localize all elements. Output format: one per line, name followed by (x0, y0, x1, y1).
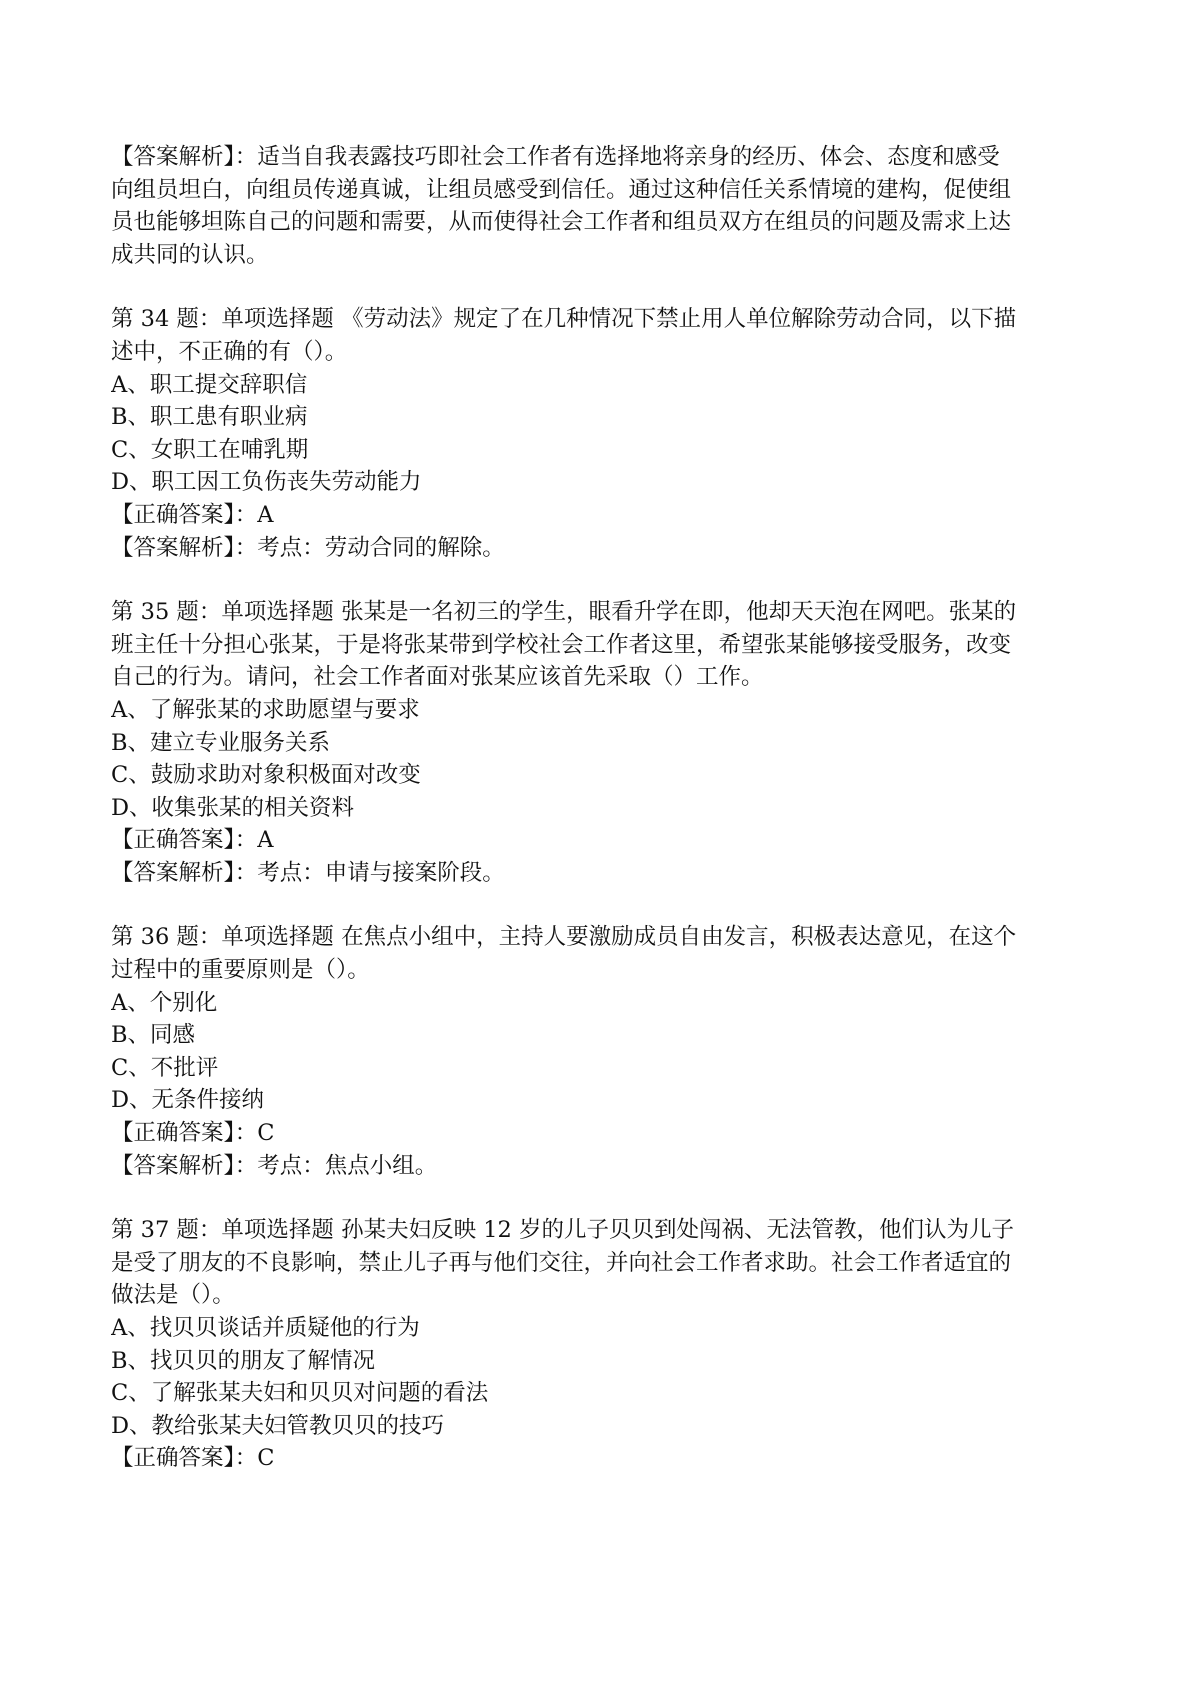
option-b: B、建立专业服务关系 (111, 729, 331, 756)
analysis-line: 成共同的认识。 (111, 241, 269, 268)
question-stem-line: 是受了朋友的不良影响，禁止儿子再与他们交往，并向社会工作者求助。社会工作者适宜的 (111, 1249, 1012, 1276)
option-b: B、同感 (111, 1022, 196, 1049)
option-b: B、找贝贝的朋友了解情况 (111, 1347, 376, 1374)
answer-analysis: 【答案解析】：考点：焦点小组。 (111, 1152, 438, 1179)
question-stem-line: 第 37 题：单项选择题 孙某夫妇反映 12 岁的儿子贝贝到处闯祸、无法管教，他们认为儿子 (111, 1217, 1015, 1244)
option-d: D、无条件接纳 (111, 1087, 265, 1114)
question-stem-line: 第 34 题：单项选择题 《劳动法》规定了在几种情况下禁止用人单位解除劳动合同，以下描 (111, 306, 1017, 333)
question-stem-line: 述中，不正确的有（）。 (111, 338, 348, 365)
correct-answer: 【正确答案】：A (111, 827, 274, 854)
option-a: A、个别化 (111, 989, 218, 1016)
correct-answer: 【正确答案】：A (111, 501, 274, 528)
answer-analysis: 【答案解析】：考点：劳动合同的解除。 (111, 534, 505, 561)
option-d: D、收集张某的相关资料 (111, 794, 355, 821)
correct-answer: 【正确答案】：C (111, 1120, 275, 1147)
question-35 (111, 596, 1079, 889)
answer-analysis: 【答案解析】：考点：申请与接案阶段。 (111, 859, 505, 886)
option-d: D、教给张某夫妇管教贝贝的技巧 (111, 1412, 445, 1439)
question-stem-line: 第 36 题：单项选择题 在焦点小组中，主持人要激励成员自由发言，积极表达意见，在这个 (111, 924, 1017, 951)
analysis-line: 【答案解析】：适当自我表露技巧即社会工作者有选择地将亲身的经历、体会、态度和感受 (111, 144, 1000, 170)
analysis-line: 员也能够坦陈自己的问题和需要，从而使得社会工作者和组员双方在组员的问题及需求上达 (111, 209, 1012, 236)
option-b: B、职工患有职业病 (111, 404, 308, 431)
option-c: C、鼓励求助对象积极面对改变 (111, 762, 421, 789)
question-stem-line: 自己的行为。请问，社会工作者面对张某应该首先采取（）工作。 (111, 664, 764, 691)
document-page (111, 141, 1079, 1475)
correct-answer: 【正确答案】：C (111, 1445, 275, 1472)
question-36 (111, 921, 1079, 1182)
option-a: A、了解张某的求助愿望与要求 (111, 696, 420, 723)
option-c: C、了解张某夫妇和贝贝对问题的看法 (111, 1380, 489, 1407)
question-stem-line: 过程中的重要原则是（）。 (111, 957, 370, 984)
question-34 (111, 303, 1079, 564)
option-d: D、职工因工负伤丧失劳动能力 (111, 469, 422, 496)
analysis-line: 向组员坦白，向组员传递真诚，让组员感受到信任。通过这种信任关系情境的建构，促使组 (111, 176, 1012, 203)
previous-answer-analysis (111, 141, 1079, 271)
option-a: A、找贝贝谈话并质疑他的行为 (111, 1315, 420, 1341)
question-stem-line: 班主任十分担心张某，于是将张某带到学校社会工作者这里，希望张某能够接受服务，改变 (111, 631, 1012, 658)
question-37 (111, 1214, 1079, 1475)
option-c: C、女职工在哺乳期 (111, 436, 309, 463)
option-a: A、职工提交辞职信 (111, 371, 308, 398)
question-stem-line: 做法是（）。 (111, 1282, 235, 1309)
option-c: C、不批评 (111, 1054, 219, 1081)
question-stem-line: 第 35 题：单项选择题 张某是一名初三的学生，眼看升学在即，他却天天泡在网吧。张某的 (111, 599, 1017, 626)
